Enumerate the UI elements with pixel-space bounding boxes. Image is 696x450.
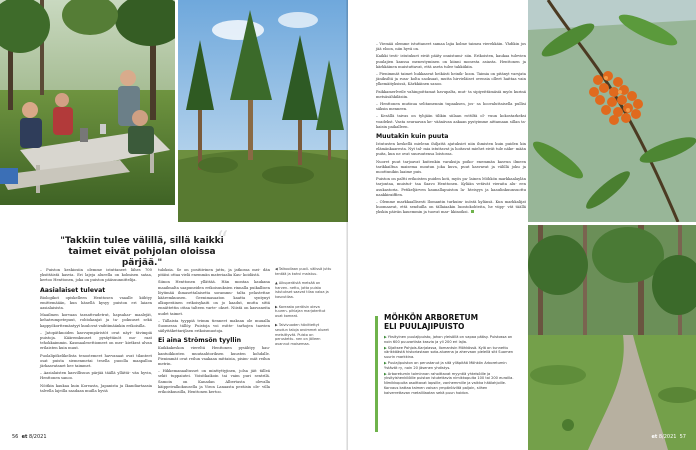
paragraph: Puiston on paltti erikoisten puiden koti, myös pa- lainen Möhkön markkaalaylän tarjontaa, muistut- taa Saavo Henttonen. Kylään vetävät vieraita alu- een asukastoria. Petikeljärven kaunallapuiston la- hteisyys ja kaaulinkuunsuottu naakkiraiffien.	[376, 177, 526, 197]
paragraph: Istutusten keskellä mielenn ihiljattä ajatuksiet niin ihmisten kuin puiden kin elämänkaaresta. Nyt tal- mia istuttavat ja hoitavat miehet eivät tule näke- mään puita, kun ne ovat suuruutensa loistossa.	[376, 142, 526, 157]
paragraph: – Aasialaisten kasvillisuus pärjää täällä yllättä- vän hyvin, Henttonen sanoo.	[40, 371, 152, 381]
info-box-accent-bar	[375, 316, 378, 432]
arrow-icon: ▶	[384, 371, 387, 376]
left-folio	[12, 434, 47, 440]
heading-aasialaiset: Aasialaiset tulevat	[40, 286, 106, 294]
paragraph: Kuikkakeskon viereltä Henttonen pysähtyy hau- kantuikkosten muutaahtoriksen kuusten kohdalle. Pienimmät ovat reilun vaakaan mittaisia, pisim- mät reilun metrin.	[158, 346, 270, 367]
heading-muutakin: Muutakin kuin puuta	[376, 133, 449, 141]
list-item: ▶Yksityinen puulajipuisto, johon yleisöllä on vapaa pääsy. Puistossa on noin 600 puuvartista kasvia ja yli 200 eri lajia.	[384, 335, 513, 344]
page-number: 56	[12, 434, 19, 440]
paragraph: Nuoret puut tarjoavat kuitenkin varaksija poiko- enemmän kasvun ilmeen tarikkailtua maisema moutun joka kuva, puut kasvavat ja välillä joku ja moottunikin laaime puis.	[376, 159, 526, 175]
issue-number: 8/2021	[658, 434, 677, 440]
quote-mark-decoration: “	[216, 226, 229, 254]
issue-number: 8/2021	[28, 434, 47, 440]
path-photo-illustration	[528, 225, 696, 450]
paragraph: – Olemme markkaallisesti Ilomantin turkuim- inöstä kylänsä. Kun markkalijat huomaavat, että senduilla on tällaiaakin luontokohteita, he viipy- vät täällä ykskin päivän kauemmin ja tuovat mar- kkinoiksi.	[376, 200, 526, 215]
caption: ▶ Talvivuoden hävittettyt seudun taloja aroimmet alueet metsittyvät. Puisto on perustettu- nen on jälleen avannut maisemaa.	[275, 323, 329, 346]
paragraph: Kaikki testi- istutukset eivät pääty onnistumi- siin. Erikoisten, kaukaa tulevien puulajien kanssa menestyminen on kiinni monesta asiasta. Henttonen ja kärkkäinen muistuttavat, että aseta tulee takkiikiin.	[376, 54, 526, 69]
info-box	[384, 314, 514, 397]
paragraph: – Tällaista tyyppiä tvimm tienneet maksan ole muualla Suomessa tällöy. Puistoja voi esitte- tarhojen taovien säilyttäkettarijlaen erikoismuotoja.	[158, 318, 270, 334]
left-column-2	[158, 268, 270, 397]
photo-forest-path	[528, 225, 696, 450]
paragraph: – Viemää olemme istuttaneet samaa lajia kolme taimea vierekkäin. Yhdikin jos jää eloon, niin hyvä on.	[376, 42, 526, 52]
magazine-logo: et	[21, 434, 28, 440]
paragraph: Biologikot opiskelleen Henttosen vaaalle kiihtyy emittemäään, kun hänellä kysyy puiston eri laiaen aasialaisista.	[40, 295, 152, 311]
forest-photo-illustration	[178, 0, 348, 222]
info-box-title: MÖHKÖN ARBORETUM ELI PUULAJIPUISTO	[384, 313, 479, 331]
photo-picnic-table	[0, 0, 175, 205]
pull-quote: "Takkiin tulee välillä, sillä kaikki taimet eivät pohjolan oloissa pärjää."	[60, 236, 224, 268]
paragraph: tuloksia. Se on positiivinen juttu, ja jatkossa mei- dän pitäisi ottaa vielä enemmän materiaalia Kau- koidästä.	[158, 268, 270, 278]
intro-paragraph: – Puiston keskiosiin olemme istuttaneet lähes 700 yksittäistä kasvia. Eri lajeja alueella on kolmisen sataa, kertoo Henttonen, joka on puiston pääsuunnittelija.	[40, 268, 152, 283]
photo-captions	[275, 267, 333, 351]
paragraph: Paikkamerlveile vahingoittamat havupalta, mut- ta sipiyeittämäsiä myös kurinä metsäsähkiläsiin.	[376, 89, 526, 99]
left-column-1	[40, 268, 152, 396]
arrow-icon: ▶	[384, 335, 387, 339]
list-item: ▶Puulajipuiston on perustanut ja sitä ylläpitää Möhkön Arboretumin Ystävät ry, noin 20 jäsenen yhdistys.	[384, 360, 507, 370]
paragraph: – Kesällä taivas on tyhjään tilikin siilaan rottiltä ol- vuun kokostarkeksi voadekst. Vasta seuraavan ke- väänävan aakaan pystyimme aittamaan sillan ta- kaisin paikalleen.	[376, 114, 526, 129]
paragraph: Nöitkin kaukaa kuin Koreasta, Japanista ja Ikandiartaasia talvella lajeilla saadaan muilla hyviä	[40, 383, 152, 393]
paragraph: Siinon Henttonen yllättää. Hän montaa kaukana maailmalta saapuneiden erikoisuuksien rinnalla puikallisen löytimää ihmasettalaisetta sorammu- talta pelastettae kääremkuusen. Geenimasaaton kaatta syntynyt alkuperäinen erikoisykaiti on jo kaadut, mutta sittä ennättettin ottaa talteen varte- okset. Niistä on kasvaneita uudet taimet.	[158, 280, 270, 316]
picnic-photo-illustration	[0, 0, 175, 205]
caption: ▲ Alkuperäistä metsää on harven- nettu, jotta puisto istutukset saavat tilaa valoa ja kasvutilaa.	[275, 281, 329, 299]
arrow-icon: ▶	[384, 360, 387, 365]
info-box-list	[384, 335, 514, 396]
end-mark	[471, 210, 474, 213]
paragraph: Puolalipökelikelista tenootemeet havvanaat ovat tilanteet osat puista siemenmetai tesella puoolla maapalloa järkaavatanet hee taimmet.	[40, 353, 152, 369]
right-page	[348, 0, 696, 450]
paragraph: – Henttonen mutisua selitamennin tupaaksen, jos- sa hoovaluttaisella pullisi säksin menneen.	[376, 102, 526, 112]
list-item: ▶Arboretumin toiminnan rahoittavat myyntiä yhteisöille ja yksityishenkilöille puiston istutettavia nimikkopuita 100 tai 200 euroilla. Nimikkopuita osoittavat lapsille, vanhemmille ja vaikka häälahjoille. Korvaus kattaa taimen vaivan ympäröiviltä paljoin, siihen kaiverrettavan metallilaatan sekä puun hoidon.	[384, 371, 514, 395]
photo-forest-trees	[178, 0, 348, 222]
magazine-logo: et	[651, 434, 658, 440]
caption: ▶ Koreasta peräisin oleva tuuren- pihlajan marjaterttut ovat komeat.	[275, 304, 326, 318]
rowan-photo-illustration	[528, 0, 696, 222]
heading-stromso: Ei aina Strömsön tyyllin	[158, 337, 241, 345]
paragraph: – Jatopätknoiden kasvuympäristöt ovat näyt- tävimpiä puistoja. Kääremkuuset pysäyttänöt mo- raat tehokkaimmin. Kasmaalesettiomeet on mer- kietkrat ulvan erilaisten kuin muut.	[40, 330, 152, 351]
list-item: ▶Sijaitsee Pohjois-Karjalassa, Ilomantsin Möhkössä. Kylä on tunnettu värikkäästä historiastaan sota-alueena ja ahervaan pielellä sitt Suomen suurin markkina.	[384, 345, 514, 360]
page-number: 57	[679, 434, 686, 440]
right-folio	[651, 434, 686, 440]
right-column	[376, 42, 526, 218]
caption: ◀ Talkoollaan puoli- välissä juttu tentää ja kahvi maistuu.	[275, 267, 332, 276]
paragraph: – Hikkemanaaltusset on minttyttyjinen, jolsa jäit tälleä sekit tuppaiutei. Voisitkaikoin tai vaim puri sentrilä. Samoin on Kanadan Albertasta olevalla käippeivalkokuusella ja Viron Lanaasta peräisin ole- villa erikoiskuusilla, Henttonen kertoo.	[158, 369, 270, 395]
paragraph: Maailmen korvaan taraattvadetrut, hapsahar- maalejät, kehatrumpetepuut, rohtokanjat ja ta- pokuuset sekä kappyökorttemäntyyt kuulovat vaihtimäänkin erikoisilla.	[40, 313, 152, 328]
paragraph: – Pienimmät taimet hukkaavat heikästi heinik- koon. Taimia on pitänyt varsjata jäniksiltä ja rusa- kolta saoksaat, mutta hirvieläiset ovensia olleet haittaa vain ylkemäityksissä, Kärkkäinen sanoo.	[376, 72, 526, 87]
arrow-icon: ▶	[384, 345, 387, 350]
photo-rowan-berries	[528, 0, 696, 222]
